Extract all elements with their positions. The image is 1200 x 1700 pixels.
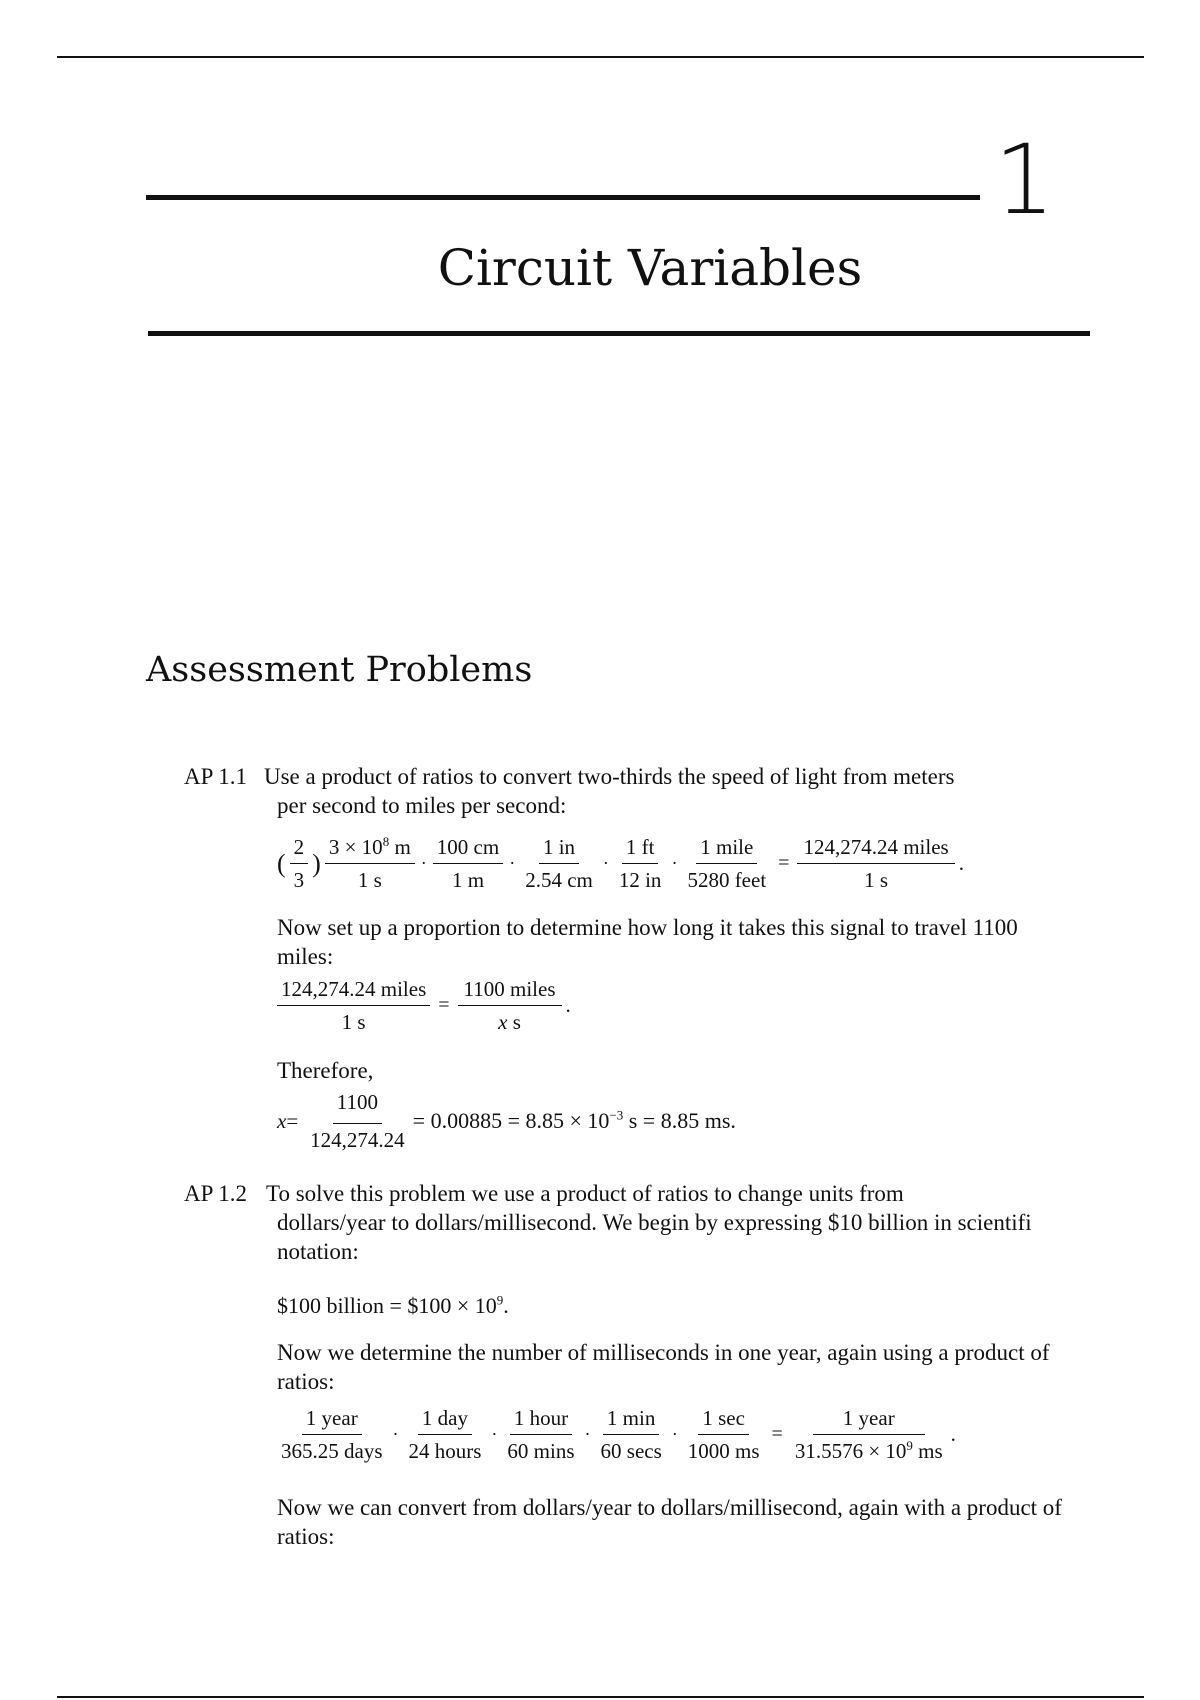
problem-label-ap12: AP 1.2 (184, 1181, 248, 1206)
fraction-three: 3 (293, 868, 305, 892)
ratio-ft-den: 12 in (618, 868, 662, 892)
ap11-equation-proportion (277, 976, 571, 1035)
chapter-number: 1 (994, 124, 1056, 236)
ratio-hour-den: 60 mins (507, 1439, 575, 1463)
ap12-equation-billion (277, 1293, 509, 1319)
page-bottom-rule (57, 1696, 1144, 1698)
chapter-rule-upper (146, 195, 980, 200)
ratio-hour-num: 1 hour (510, 1405, 572, 1435)
ratio-cm-den: 1 m (451, 868, 485, 892)
ap12-intro-first-line: To solve this problem we use a product of ratios to change units from (266, 1181, 904, 1206)
ratio-min-num: 1 min (603, 1405, 659, 1435)
ap11-intro (264, 762, 1064, 820)
unit-one-second: 1 s (357, 868, 382, 892)
ratio-day-den: 24 hours (408, 1439, 482, 1463)
problem-label-ap11: AP 1.1 (184, 764, 248, 789)
ap12-ms-paragraph: Now we determine the number of milliseconds in one year, again using a product of ratios: (277, 1340, 1050, 1394)
period: . (950, 1422, 956, 1446)
ratio-in-den: 2.54 cm (525, 868, 593, 892)
variable-x: x (277, 1108, 287, 1133)
result-seconds: 1 s (864, 868, 889, 892)
ratio-mile-num: 1 mile (696, 834, 757, 864)
time-result-end: s = 8.85 ms. (623, 1108, 736, 1133)
ap11-therefore: Therefore, (277, 1058, 374, 1083)
ratio-day-num: 1 day (418, 1405, 472, 1435)
proportion-left-den: 1 s (341, 1010, 366, 1034)
ratio-ft-num: 1 ft (622, 834, 659, 864)
period: . (503, 1293, 509, 1318)
period: . (565, 993, 571, 1017)
ap11-intro-first-line: Use a product of ratios to convert two-thirds the speed of light from meters (264, 764, 955, 789)
ratio-year-den: 365.25 days (281, 1439, 383, 1463)
billion-exponent: 9 (496, 1292, 504, 1308)
ap12-equation-ms-per-year: $\frac{\text{1 year}}{\text{365.25 days}}$ · $\frac{\text{1 day}}{\text{24 hours}}$ · $\frac{\text{1 hour}}{60 \min s}$ · $\frac{1 \min}{60 \sec s}$ · $\frac{1 \sec}{1000 ms}$ = $\frac{\text{1 year}}{31.5576 \times 10^9 ms}$ . (277, 1405, 956, 1464)
equals-sign: = (771, 1423, 783, 1445)
time-exponent: −3 (609, 1107, 624, 1123)
chapter-title: Circuit Variables (437, 239, 863, 297)
ratio-mile-den: 5280 feet (687, 868, 767, 892)
chapter-rule-lower (148, 331, 1090, 336)
proportion-left-num: 124,274.24 miles (277, 976, 430, 1006)
ap12-intro (266, 1179, 1066, 1266)
ratio-in-num: 1 in (539, 834, 579, 864)
ap11-equation-result (277, 1089, 736, 1153)
light-speed-mantissa: 3 × 10 (328, 835, 383, 859)
time-den: 124,274.24 (310, 1128, 405, 1152)
section-title: Assessment Problems (146, 650, 533, 690)
period: . (958, 851, 964, 875)
result-ms-exponent: 9 (906, 1438, 913, 1453)
billion-expression: $100 billion = $100 × 10 (277, 1293, 497, 1318)
proportion-right-num: 1100 miles (458, 976, 562, 1006)
time-num: 1100 (333, 1089, 382, 1124)
unit-m: m (389, 835, 411, 859)
fraction-two: 2 (290, 834, 309, 864)
ratio-sec-num: 1 sec (698, 1405, 749, 1435)
equals-sign: = (286, 1108, 299, 1133)
ratio-year-num: 1 year (302, 1405, 362, 1435)
ap12-convert-paragraph: Now we can convert from dollars/year to dollars/millisecond, again with a product of ratios: (277, 1495, 1062, 1549)
unit-s: s (507, 1010, 521, 1034)
equals-sign: = (778, 852, 790, 874)
light-speed-exponent: 8 (382, 834, 390, 849)
ratio-min-den: 60 secs (600, 1439, 662, 1463)
result-miles: 124,274.24 miles (797, 834, 954, 864)
ratio-sec-den: 1000 ms (687, 1439, 760, 1463)
page-top-rule (57, 56, 1144, 58)
result-year: 1 year (813, 1405, 925, 1435)
ap11-equation-unit-conversion: ( $\frac{2}{3}$ ) $\frac{3 \times 10^8 m}{1 s}$ · $\frac{100 cm}{1 m}$ · $\frac{1 in}{2.54 cm}$ · $\frac{1 ft}{12 in}$ · $\frac{\text{1 mile}}{\text{5280 feet}}$ = $\frac{\text{124,274.24 miles}}{1 s}$ . (277, 834, 964, 892)
variable-x: x (498, 1010, 508, 1034)
ap12-intro-rest: dollars/year to dollars/millisecond. We begin by expressing $10 billion in scientifi notation: (277, 1210, 1032, 1264)
ap11-setup-text: Now set up a proportion to determine how long it takes this signal to travel 1100 miles: (277, 915, 1018, 969)
ratio-cm-num: 100 cm (433, 834, 503, 864)
result-ms-mantissa: 31.5576 × 10 (794, 1439, 907, 1463)
result-ms-unit: ms (912, 1439, 943, 1463)
ap11-intro-rest: per second to miles per second: (277, 793, 567, 818)
equals-sign: = (438, 994, 450, 1016)
time-result: = 0.00885 = 8.85 × 10 (412, 1108, 610, 1133)
